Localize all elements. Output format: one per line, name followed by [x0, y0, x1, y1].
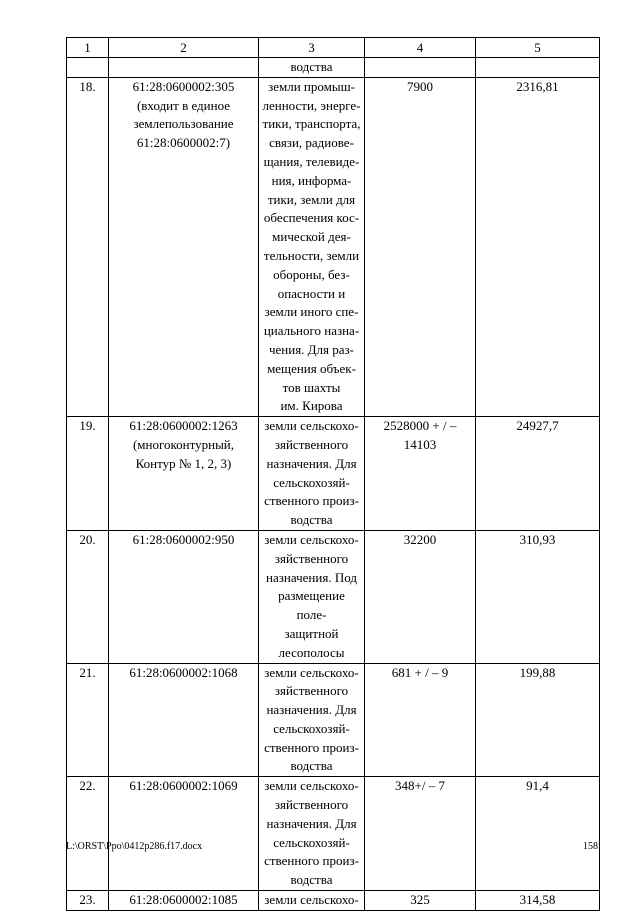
value-cell: 24927,7 [476, 417, 600, 531]
cadastral-number-cell: 61:28:0600002:305 (входит в единое землепользование 61:28:0600002:7) [109, 77, 259, 416]
value-cell: 2316,81 [476, 77, 600, 416]
value-cell: 310,93 [476, 530, 600, 663]
value-cell: 314,58 [476, 891, 600, 911]
cadastral-number-cell: 61:28:0600002:1068 [109, 663, 259, 777]
land-category-cell: земли сельскохо- зяйственного назначения. Для сельскохозяй- ственного произ- водства [259, 777, 365, 891]
row-number-cell: 22. [67, 777, 109, 891]
area-cell: 681 + / – 9 [365, 663, 476, 777]
area-cell [365, 58, 476, 78]
column-header-4: 4 [365, 38, 476, 58]
table-row [67, 891, 600, 911]
area-cell: 2528000 + / – 14103 [365, 417, 476, 531]
area-cell: 32200 [365, 530, 476, 663]
table-row [67, 663, 600, 777]
column-header-3: 3 [259, 38, 365, 58]
area-cell: 325 [365, 891, 476, 911]
cadastral-number-cell: 61:28:0600002:1085 [109, 891, 259, 911]
value-cell: 91,4 [476, 777, 600, 891]
column-number-row [67, 38, 600, 58]
area-cell: 7900 [365, 77, 476, 416]
footer-file-path: L:\ORST\Ppo\0412p286.f17.docx [66, 841, 203, 852]
value-cell [476, 58, 600, 78]
row-number-cell: 23. [67, 891, 109, 911]
land-category-cell: земли промыш- ленности, энерге- тики, транспорта, связи, радиове- щания, телевиде- ния, информа- тики, земли для обеспечения кос- мической дея- тельности, земли обороны, без- опасности и земли иного спе- циального назна- чения. Для раз- мещения объек- тов шахты им. Кирова [259, 77, 365, 416]
table-row [67, 77, 600, 416]
value-cell: 199,88 [476, 663, 600, 777]
row-number-cell: 20. [67, 530, 109, 663]
row-number-cell [67, 58, 109, 78]
column-header-5: 5 [476, 38, 600, 58]
land-plots-table [66, 37, 600, 911]
land-category-cell: земли сельскохо- зяйственного назначения. Для сельскохозяй- ственного произ- водства [259, 663, 365, 777]
land-category-cell: земли сельскохо- [259, 891, 365, 911]
table-row [67, 530, 600, 663]
land-category-cell: водства [259, 58, 365, 78]
cadastral-number-cell: 61:28:0600002:1263 (многоконтурный, Контур № 1, 2, 3) [109, 417, 259, 531]
continuation-row [67, 58, 600, 78]
row-number-cell: 21. [67, 663, 109, 777]
row-number-cell: 19. [67, 417, 109, 531]
land-category-cell: земли сельскохо- зяйственного назначения. Под размещение поле- защитной лесополосы [259, 530, 365, 663]
column-header-2: 2 [109, 38, 259, 58]
table-row [67, 777, 600, 891]
row-number-cell: 18. [67, 77, 109, 416]
cadastral-number-cell: 61:28:0600002:950 [109, 530, 259, 663]
land-category-cell: земли сельскохо- зяйственного назначения. Для сельскохозяй- ственного произ- водства [259, 417, 365, 531]
cadastral-number-cell [109, 58, 259, 78]
table-row [67, 417, 600, 531]
area-cell: 348+/ – 7 [365, 777, 476, 891]
cadastral-number-cell: 61:28:0600002:1069 [109, 777, 259, 891]
page-number: 158 [583, 841, 598, 852]
column-header-1: 1 [67, 38, 109, 58]
